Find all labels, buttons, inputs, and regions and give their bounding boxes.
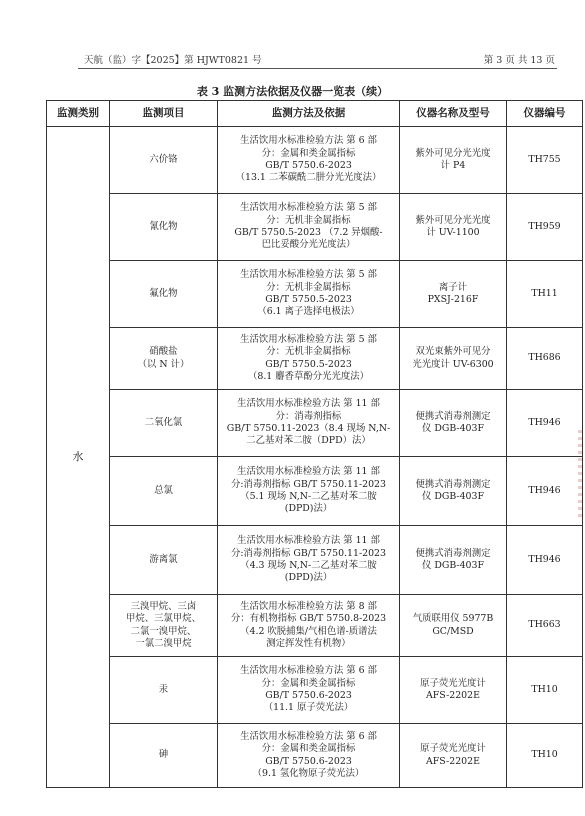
instrument-cell — [400, 127, 507, 194]
instrument-cell-line: 便携式消毒剂测定 — [415, 547, 491, 559]
method-cell-line: 分：有机物指标 GB/T 5750.8-2023 — [230, 613, 387, 625]
method-cell-line: GB/T 5750.5-2023 — [265, 358, 352, 370]
category-cell: 水 — [47, 127, 110, 788]
instrument-cell-line: 紫外可见分光光度 — [415, 147, 491, 159]
item-cell — [110, 526, 218, 595]
method-cell-line: GB/T 5750.5-2023 （7.2 异烟酸- — [234, 227, 383, 238]
method-cell-line: 分：无机非金属指标 — [266, 281, 351, 293]
method-cell-line: GB/T 5750.6-2023 — [265, 690, 352, 701]
method-cell-line: (DPD)法） — [284, 503, 333, 515]
instrument-cell-line: 双光束紫外可见分 — [415, 346, 491, 358]
method-cell-line: 分：消毒剂指标 — [275, 410, 342, 422]
item-cell-line: 六价铬 — [149, 153, 178, 165]
table-row — [47, 526, 583, 595]
instrument-id-cell: TH946 — [507, 526, 583, 595]
instrument-cell-line: 原子荧光光度计 — [420, 677, 486, 689]
method-cell — [218, 390, 400, 457]
table-row — [47, 127, 583, 194]
table-row — [47, 328, 583, 390]
method-cell-line: 分：无机非金属指标 — [266, 214, 351, 226]
instrument-cell-line: AFS-2202E — [426, 690, 480, 701]
method-cell — [218, 194, 400, 261]
item-cell-line: 二氧化氯 — [144, 416, 183, 428]
instrument-cell-line: 仪 DGB-403F — [422, 423, 484, 434]
table-header-row — [47, 101, 583, 127]
item-cell-line: 甲烷、三氯甲烷、 — [125, 613, 201, 625]
instrument-cell — [400, 328, 507, 390]
method-cell-line: （11.1 原子荧光法） — [263, 702, 354, 714]
table-row — [47, 595, 583, 657]
item-cell-line: 氰化物 — [149, 220, 178, 232]
instrument-cell-line: 气质联用仪 5977B — [412, 613, 494, 625]
table-title: 表 3 监测方法依据及仪器一览表（续） — [196, 85, 389, 98]
method-cell-line: 生活饮用水标准检验方法 第 5 部 — [240, 333, 377, 345]
item-cell-line: 游离氯 — [149, 553, 178, 565]
instrument-cell-line: 计 UV-1100 — [426, 227, 480, 238]
method-cell-line: 分：金属和类金属指标 — [261, 677, 356, 689]
method-cell-line: 生活饮用水标准检验方法 第 8 部 — [240, 600, 377, 612]
instrument-id-cell: TH663 — [507, 595, 583, 657]
item-cell-line: 三溴甲烷、三卤 — [130, 600, 197, 612]
method-cell-line: 生活饮用水标准检验方法 第 5 部 — [240, 269, 377, 281]
method-cell-line: 二乙基对苯二胺（DPD）法） — [246, 435, 371, 447]
item-cell — [110, 328, 218, 390]
method-cell-line: 分：金属和类金属指标 — [261, 147, 356, 159]
instrument-cell — [400, 390, 507, 457]
instrument-cell-line: 仪 DGB-403F — [422, 560, 484, 571]
methods-table — [46, 100, 583, 788]
item-cell-line: 硝酸盐 — [149, 346, 178, 358]
instrument-cell — [400, 526, 507, 595]
page-number: 第 3 页 共 13 页 — [483, 55, 555, 66]
table-row — [47, 457, 583, 526]
instrument-cell-line: 光光度计 UV-6300 — [412, 358, 494, 370]
instrument-cell — [400, 724, 507, 788]
method-cell-line: （8.1 麝香草酚分光光度法） — [247, 370, 369, 382]
method-cell-line: （5.1 现场 N,N-二乙基对苯二胺 — [240, 491, 377, 502]
instrument-cell — [400, 657, 507, 724]
instrument-cell-line: 紫外可见分光光度 — [415, 214, 491, 226]
item-cell-line: 二氯一溴甲烷、 — [130, 625, 197, 637]
item-cell — [110, 390, 218, 457]
method-cell-line: 分：无机非金属指标 — [266, 346, 351, 358]
item-cell-line: 汞 — [158, 683, 169, 695]
instrument-cell — [400, 194, 507, 261]
method-cell-line: 生活饮用水标准检验方法 第 5 部 — [240, 202, 377, 214]
method-cell-line: GB/T 5750.6-2023 — [265, 755, 352, 767]
item-cell — [110, 595, 218, 657]
method-cell-line: 生活饮用水标准检验方法 第 11 部 — [237, 535, 380, 547]
instrument-cell — [400, 595, 507, 657]
item-cell-line: （以 N 计） — [137, 358, 190, 370]
method-cell — [218, 457, 400, 526]
instrument-cell-line: 原子荧光光度计 — [420, 743, 486, 755]
method-cell-line: GB/T 5750.5-2023 — [265, 294, 352, 305]
instrument-cell-line: 便携式消毒剂测定 — [415, 478, 491, 490]
instrument-cell — [400, 457, 507, 526]
column-header-category: 监测类别 — [47, 101, 110, 127]
method-cell-line: （13.1 二苯碳酰二肼分光光度法） — [235, 172, 382, 184]
method-cell-line: （9.1 氢化物原子荧光法） — [252, 767, 365, 779]
method-cell — [218, 261, 400, 328]
instrument-cell-line: 仪 DGB-403F — [422, 491, 484, 502]
table-body — [47, 127, 583, 788]
method-cell — [218, 724, 400, 788]
item-cell — [110, 261, 218, 328]
instrument-cell-line: 便携式消毒剂测定 — [415, 410, 491, 422]
instrument-id-cell: TH755 — [507, 127, 583, 194]
table-row — [47, 390, 583, 457]
method-cell-line: 分：金属和类金属指标 — [261, 743, 356, 755]
method-cell-line: 生活饮用水标准检验方法 第 6 部 — [240, 135, 377, 147]
column-header-instrument: 仪器名称及型号 — [400, 101, 507, 127]
instrument-cell-line: AFS-2202E — [426, 755, 480, 767]
table-row — [47, 724, 583, 788]
item-cell-line: 砷 — [158, 749, 169, 761]
method-cell-line: GB/T 5750.6-2023 — [265, 160, 352, 171]
seam-stamp — [578, 430, 582, 520]
method-cell-line: （6.1 离子选择电极法） — [257, 306, 360, 318]
table-row — [47, 194, 583, 261]
item-cell-line: 一氯二溴甲烷 — [135, 637, 192, 649]
column-header-method: 监测方法及依据 — [218, 101, 400, 127]
instrument-id-cell: TH10 — [507, 657, 583, 724]
item-cell — [110, 194, 218, 261]
table-row — [47, 657, 583, 724]
method-cell-line: GB/T 5750.11-2023（8.4 现场 N,N- — [226, 423, 391, 434]
method-cell-line: 测定挥发性有机物） — [266, 637, 351, 649]
method-cell-line: 分:消毒剂指标 GB/T 5750.11-2023 — [231, 547, 386, 559]
page-header — [84, 52, 555, 68]
item-cell — [110, 724, 218, 788]
item-cell-line: 总氯 — [154, 484, 173, 496]
method-cell-line: 生活饮用水标准检验方法 第 6 部 — [240, 730, 377, 742]
instrument-id-cell: TH10 — [507, 724, 583, 788]
header-divider — [78, 68, 557, 69]
instrument-cell-line: 离子计 — [438, 281, 468, 293]
method-cell-line: 生活饮用水标准检验方法 第 11 部 — [237, 398, 380, 410]
instrument-cell-line: GC/MSD — [432, 625, 474, 637]
method-cell — [218, 127, 400, 194]
method-cell — [218, 595, 400, 657]
method-cell — [218, 526, 400, 595]
instrument-id-cell: TH11 — [507, 261, 583, 328]
instrument-id-cell: TH959 — [507, 194, 583, 261]
instrument-id-cell: TH686 — [507, 328, 583, 390]
method-cell-line: （4.3 现场 N,N-二乙基对苯二胺 — [240, 560, 377, 571]
method-cell — [218, 657, 400, 724]
instrument-cell-line: PXSJ-216F — [427, 294, 479, 305]
instrument-id-cell: TH946 — [507, 390, 583, 457]
table-row — [47, 261, 583, 328]
method-cell-line: 巴比妥酸分光光度法） — [261, 239, 356, 251]
method-cell-line: 生活饮用水标准检验方法 第 11 部 — [237, 466, 380, 478]
method-cell-line: (DPD)法） — [284, 572, 333, 584]
method-cell — [218, 328, 400, 390]
column-header-item: 监测项目 — [110, 101, 218, 127]
instrument-id-cell: TH946 — [507, 457, 583, 526]
item-cell-line: 氟化物 — [149, 287, 178, 299]
report-number: 天航（监）字【2025】第 HJWT0821 号 — [84, 55, 262, 66]
item-cell — [110, 657, 218, 724]
method-cell-line: 分:消毒剂指标 GB/T 5750.11-2023 — [231, 478, 386, 490]
method-cell-line: 生活饮用水标准检验方法 第 6 部 — [240, 665, 377, 677]
method-cell-line: （4.2 吹脱捕集/气相色谱-质谱法 — [240, 625, 377, 637]
item-cell — [110, 457, 218, 526]
item-cell — [110, 127, 218, 194]
column-header-id: 仪器编号 — [507, 101, 583, 127]
instrument-cell — [400, 261, 507, 328]
instrument-cell-line: 计 P4 — [440, 160, 466, 171]
